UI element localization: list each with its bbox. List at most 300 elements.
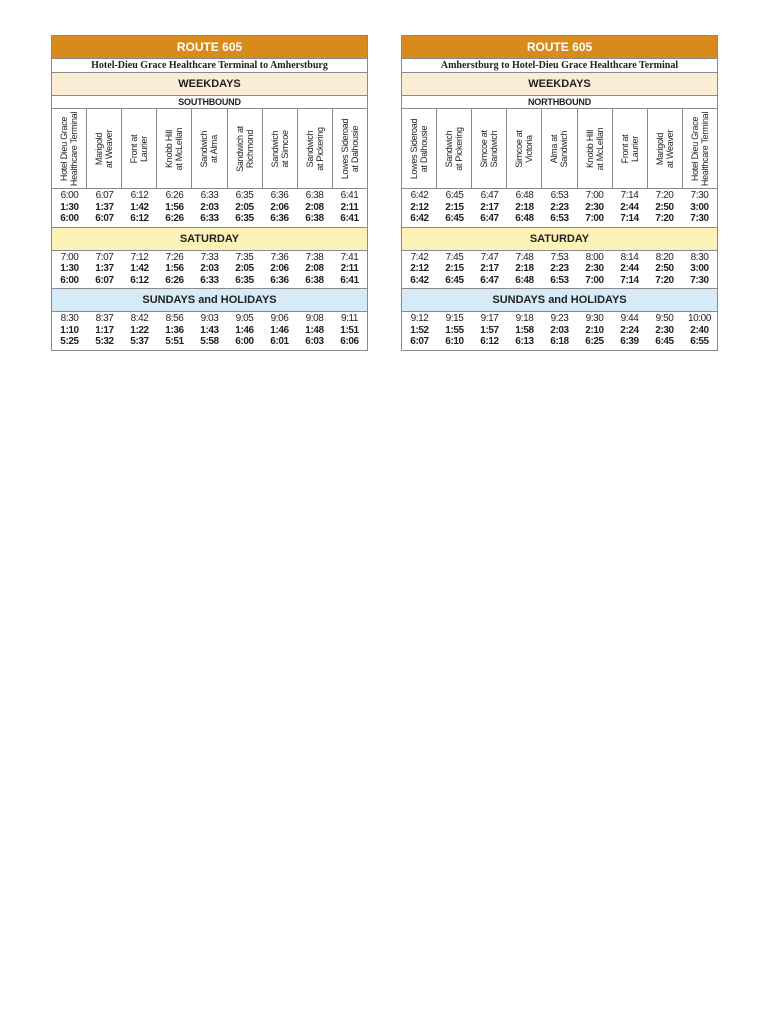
departure-time: 1:37 xyxy=(95,201,114,213)
stop-name-line: at Weaver xyxy=(664,129,675,168)
departure-time: 2:06 xyxy=(270,263,289,274)
time-column xyxy=(647,252,682,287)
departure-time: 6:45 xyxy=(655,336,674,347)
time-column xyxy=(402,190,437,225)
departure-time: 2:40 xyxy=(690,324,709,336)
departure-time: 7:42 xyxy=(410,251,429,263)
departure-time: 6:12 xyxy=(130,190,149,201)
departure-time: 2:08 xyxy=(305,201,324,213)
stop-name-line: Alma at xyxy=(549,134,560,163)
departure-time: 1:58 xyxy=(515,324,534,336)
departure-time: 9:05 xyxy=(235,313,254,324)
departure-time: 7:07 xyxy=(95,251,114,263)
departure-time: 6:48 xyxy=(515,190,534,201)
departure-time: 7:14 xyxy=(620,190,639,201)
departure-time: 6:00 xyxy=(235,336,254,347)
departure-time: 2:11 xyxy=(340,201,359,213)
stop-name xyxy=(690,111,710,186)
stop-name xyxy=(305,111,325,186)
stop-header-cell xyxy=(437,109,472,188)
time-column xyxy=(262,313,297,348)
departure-time: 6:38 xyxy=(305,190,324,201)
sundays-holidays-header: SUNDAYS and HOLIDAYS xyxy=(402,288,717,312)
departure-time: 7:47 xyxy=(480,251,499,263)
stop-name-line: Richmond xyxy=(244,129,255,168)
departure-time: 8:00 xyxy=(585,251,604,263)
stop-name xyxy=(94,111,114,186)
northbound-schedule-table xyxy=(401,35,718,351)
departure-time: 6:41 xyxy=(340,274,359,286)
departure-time: 8:30 xyxy=(690,251,709,263)
departure-time: 7:20 xyxy=(655,190,674,201)
departure-time: 2:50 xyxy=(655,201,674,213)
time-column xyxy=(297,313,332,348)
time-column xyxy=(227,190,262,225)
stop-name xyxy=(235,111,255,186)
route-title: ROUTE 605 xyxy=(402,36,717,59)
departure-time: 6:12 xyxy=(480,336,499,347)
stop-name-line: Front at xyxy=(619,134,630,163)
stop-header-cell xyxy=(507,109,542,188)
departure-time: 6:38 xyxy=(305,274,324,286)
weekdays-times xyxy=(402,189,717,227)
departure-time: 6:00 xyxy=(60,274,79,286)
departure-time: 7:30 xyxy=(690,213,709,224)
departure-time: 8:56 xyxy=(165,313,184,324)
departure-time: 2:15 xyxy=(445,201,464,213)
departure-time: 6:18 xyxy=(550,336,569,347)
departure-time: 2:17 xyxy=(480,201,499,213)
stop-name xyxy=(444,111,464,186)
time-column xyxy=(122,252,157,287)
departure-time: 6:45 xyxy=(445,213,464,224)
departure-time: 2:23 xyxy=(550,263,569,274)
departure-time: 6:26 xyxy=(165,274,184,286)
departure-time: 8:42 xyxy=(130,313,149,324)
departure-time: 6:07 xyxy=(95,213,114,224)
departure-time: 6:26 xyxy=(165,190,184,201)
departure-time: 5:25 xyxy=(60,336,79,347)
time-column xyxy=(192,252,227,287)
departure-time: 2:18 xyxy=(515,263,534,274)
departure-time: 1:42 xyxy=(130,263,149,274)
time-column xyxy=(227,313,262,348)
departure-time: 2:05 xyxy=(235,201,254,213)
departure-time: 6:53 xyxy=(550,274,569,286)
route-title: ROUTE 605 xyxy=(52,36,367,59)
stop-name-line: Victoria xyxy=(524,134,535,163)
stop-header-cell xyxy=(122,109,157,188)
departure-time: 2:12 xyxy=(410,263,429,274)
departure-time: 6:13 xyxy=(515,336,534,347)
time-column xyxy=(122,190,157,225)
departure-time: 1:22 xyxy=(130,324,149,336)
stop-header-cell xyxy=(263,109,298,188)
departure-time: 6:00 xyxy=(60,213,79,224)
weekdays-header: WEEKDAYS xyxy=(402,73,717,96)
departure-time: 6:03 xyxy=(305,336,324,347)
stop-name-line: at Simcoe xyxy=(279,129,290,168)
time-column xyxy=(52,252,87,287)
stop-name-line: at McLellan xyxy=(594,127,605,170)
time-column xyxy=(577,313,612,348)
time-column xyxy=(122,313,157,348)
time-column xyxy=(612,313,647,348)
time-column xyxy=(332,190,367,225)
departure-time: 6:41 xyxy=(340,213,359,224)
direction-label: SOUTHBOUND xyxy=(52,96,367,109)
departure-time: 6:41 xyxy=(340,190,359,201)
time-column xyxy=(472,190,507,225)
departure-time: 7:45 xyxy=(445,251,464,263)
stop-header-cell xyxy=(333,109,367,188)
stop-name-line: Hotel Dieu Grace xyxy=(59,116,70,181)
departure-time: 6:01 xyxy=(270,336,289,347)
stop-name-line: at Pickering xyxy=(454,126,465,171)
departure-time: 1:37 xyxy=(95,263,114,274)
departure-time: 3:00 xyxy=(690,263,709,274)
stop-name xyxy=(549,111,569,186)
stop-name-line: Sandwich at xyxy=(234,125,245,172)
departure-time: 2:12 xyxy=(410,201,429,213)
departure-time: 2:17 xyxy=(480,263,499,274)
stop-name-line: Simcoe at xyxy=(479,129,490,168)
time-column xyxy=(437,190,472,225)
southbound-schedule-table xyxy=(51,35,368,351)
departure-time: 9:23 xyxy=(550,313,569,324)
departure-time: 6:47 xyxy=(480,274,499,286)
departure-time: 7:14 xyxy=(620,213,639,224)
stop-name xyxy=(409,111,429,186)
time-column xyxy=(332,313,367,348)
departure-time: 2:24 xyxy=(620,324,639,336)
departure-time: 2:30 xyxy=(655,324,674,336)
departure-time: 9:03 xyxy=(200,313,219,324)
departure-time: 7:41 xyxy=(340,251,359,263)
time-column xyxy=(437,252,472,287)
departure-time: 1:52 xyxy=(410,324,429,336)
departure-time: 1:56 xyxy=(165,263,184,274)
stop-name xyxy=(270,111,290,186)
stop-name xyxy=(585,111,605,186)
stop-header-cell xyxy=(472,109,507,188)
time-column xyxy=(612,190,647,225)
departure-time: 7:48 xyxy=(515,251,534,263)
time-column xyxy=(542,313,577,348)
time-column xyxy=(297,252,332,287)
departure-time: 7:20 xyxy=(655,274,674,286)
departure-time: 1:56 xyxy=(165,201,184,213)
departure-time: 6:47 xyxy=(480,190,499,201)
time-column xyxy=(52,313,87,348)
stop-header-cell xyxy=(228,109,263,188)
stop-name xyxy=(514,111,534,186)
departure-time: 6:07 xyxy=(410,336,429,347)
time-column xyxy=(157,252,192,287)
departure-time: 1:46 xyxy=(270,324,289,336)
stop-name-line: Sandwich xyxy=(444,130,455,167)
departure-time: 7:30 xyxy=(690,190,709,201)
stop-name-line: Simcoe at xyxy=(514,129,525,168)
stop-name-line: Laurier xyxy=(139,135,150,162)
stop-name-line: Front at xyxy=(129,134,140,163)
stop-name-line: Lowes Sideroad xyxy=(339,118,350,179)
time-column xyxy=(542,252,577,287)
departure-time: 1:46 xyxy=(235,324,254,336)
stop-name-line: at Weaver xyxy=(104,129,115,168)
departure-time: 7:00 xyxy=(60,251,79,263)
stop-header-cell xyxy=(157,109,192,188)
stop-header-cell xyxy=(613,109,648,188)
stop-name-line: Knobb Hill xyxy=(164,129,175,168)
time-column xyxy=(297,190,332,225)
time-column xyxy=(577,252,612,287)
departure-time: 2:18 xyxy=(515,201,534,213)
departure-time: 8:37 xyxy=(95,313,114,324)
stops-header-row xyxy=(402,109,717,189)
departure-time: 2:44 xyxy=(620,263,639,274)
stop-header-cell xyxy=(87,109,122,188)
departure-time: 1:48 xyxy=(305,324,324,336)
departure-time: 7:00 xyxy=(585,213,604,224)
stop-header-cell xyxy=(298,109,333,188)
stop-name xyxy=(129,111,149,186)
direction-title: Amherstburg to Hotel-Dieu Grace Healthcare Terminal xyxy=(402,59,717,73)
stop-name-line: at Dalhousie xyxy=(419,125,430,172)
departure-time: 6:10 xyxy=(445,336,464,347)
departure-time: 6:33 xyxy=(200,190,219,201)
departure-time: 1:43 xyxy=(200,324,219,336)
departure-time: 9:50 xyxy=(655,313,674,324)
stop-name-line: Marigold xyxy=(654,132,665,165)
saturday-header: SATURDAY xyxy=(52,227,367,251)
departure-time: 6:47 xyxy=(480,213,499,224)
departure-time: 1:17 xyxy=(95,324,114,336)
departure-time: 9:44 xyxy=(620,313,639,324)
departure-time: 2:23 xyxy=(550,201,569,213)
departure-time: 2:50 xyxy=(655,263,674,274)
saturday-times xyxy=(52,251,367,289)
departure-time: 2:11 xyxy=(340,263,359,274)
time-column xyxy=(647,190,682,225)
time-column xyxy=(192,313,227,348)
departure-time: 6:36 xyxy=(270,190,289,201)
time-column xyxy=(87,313,122,348)
time-column xyxy=(402,313,437,348)
departure-time: 9:06 xyxy=(270,313,289,324)
departure-time: 6:45 xyxy=(445,274,464,286)
departure-time: 1:30 xyxy=(60,263,79,274)
departure-time: 6:45 xyxy=(445,190,464,201)
departure-time: 9:11 xyxy=(340,313,359,324)
stop-name xyxy=(59,111,79,186)
time-column xyxy=(262,190,297,225)
time-column xyxy=(647,313,682,348)
departure-time: 5:58 xyxy=(200,336,219,347)
departure-time: 6:48 xyxy=(515,274,534,286)
stop-name xyxy=(164,111,184,186)
departure-time: 1:30 xyxy=(60,201,79,213)
departure-time: 8:20 xyxy=(655,251,674,263)
departure-time: 9:17 xyxy=(480,313,499,324)
time-column xyxy=(612,252,647,287)
departure-time: 1:10 xyxy=(60,324,79,336)
saturday-times xyxy=(402,251,717,289)
time-column xyxy=(682,313,717,348)
departure-time: 7:26 xyxy=(165,251,184,263)
time-column xyxy=(682,252,717,287)
departure-time: 7:30 xyxy=(690,274,709,286)
departure-time: 6:39 xyxy=(620,336,639,347)
stop-name-line: Sandwich xyxy=(489,130,500,167)
stop-name-line: at Pickering xyxy=(314,126,325,171)
time-column xyxy=(227,252,262,287)
departure-time: 6:38 xyxy=(305,213,324,224)
stop-name-line: Knobb Hill xyxy=(584,129,595,168)
stop-name xyxy=(479,111,499,186)
stop-name-line: Laurier xyxy=(629,135,640,162)
departure-time: 2:03 xyxy=(550,324,569,336)
stop-header-cell xyxy=(192,109,227,188)
departure-time: 7:00 xyxy=(585,190,604,201)
stop-header-cell xyxy=(52,109,87,188)
departure-time: 2:30 xyxy=(585,263,604,274)
departure-time: 6:42 xyxy=(410,190,429,201)
departure-time: 9:08 xyxy=(305,313,324,324)
departure-time: 7:53 xyxy=(550,251,569,263)
weekdays-header: WEEKDAYS xyxy=(52,73,367,96)
time-column xyxy=(192,190,227,225)
time-column xyxy=(87,252,122,287)
time-column xyxy=(402,252,437,287)
time-column xyxy=(577,190,612,225)
departure-time: 6:12 xyxy=(130,274,149,286)
departure-time: 1:57 xyxy=(480,324,499,336)
departure-time: 6:00 xyxy=(60,190,79,201)
stop-name xyxy=(620,111,640,186)
direction-label: NORTHBOUND xyxy=(402,96,717,109)
stop-name-line: Sandwich xyxy=(269,130,280,167)
departure-time: 1:42 xyxy=(130,201,149,213)
departure-time: 6:35 xyxy=(235,274,254,286)
stop-header-cell xyxy=(542,109,577,188)
departure-time: 6:33 xyxy=(200,274,219,286)
departure-time: 6:35 xyxy=(235,190,254,201)
stop-name-line: Healthcare Terminal xyxy=(69,111,80,186)
stop-name xyxy=(340,111,360,186)
stop-name-line: at Alma xyxy=(209,134,220,163)
time-column xyxy=(157,190,192,225)
stop-name-line: Healthcare Terminal xyxy=(699,111,710,186)
departure-time: 9:18 xyxy=(515,313,534,324)
time-column xyxy=(157,313,192,348)
departure-time: 3:00 xyxy=(690,201,709,213)
departure-time: 6:53 xyxy=(550,213,569,224)
stop-name-line: Lowes Sideroad xyxy=(409,118,420,179)
stops-header-row xyxy=(52,109,367,189)
departure-time: 6:25 xyxy=(585,336,604,347)
departure-time: 6:42 xyxy=(410,213,429,224)
stop-name-line: Sandwich xyxy=(304,130,315,167)
stop-header-cell xyxy=(402,109,437,188)
departure-time: 2:30 xyxy=(585,201,604,213)
departure-time: 1:51 xyxy=(340,324,359,336)
departure-time: 2:10 xyxy=(585,324,604,336)
departure-time: 6:35 xyxy=(235,213,254,224)
departure-time: 2:05 xyxy=(235,263,254,274)
departure-time: 2:44 xyxy=(620,201,639,213)
stop-header-cell xyxy=(648,109,683,188)
time-column xyxy=(52,190,87,225)
time-column xyxy=(507,252,542,287)
stop-name-line: at Dalhousie xyxy=(349,125,360,172)
stop-header-cell xyxy=(683,109,717,188)
departure-time: 6:33 xyxy=(200,213,219,224)
departure-time: 5:32 xyxy=(95,336,114,347)
time-column xyxy=(472,313,507,348)
time-column xyxy=(472,252,507,287)
departure-time: 2:03 xyxy=(200,201,219,213)
time-column xyxy=(87,190,122,225)
departure-time: 1:36 xyxy=(165,324,184,336)
saturday-header: SATURDAY xyxy=(402,227,717,251)
departure-time: 7:38 xyxy=(305,251,324,263)
departure-time: 9:12 xyxy=(410,313,429,324)
departure-time: 2:03 xyxy=(200,263,219,274)
stop-name-line: at McLellan xyxy=(174,127,185,170)
departure-time: 7:00 xyxy=(585,274,604,286)
time-column xyxy=(507,313,542,348)
sundays-holidays-header: SUNDAYS and HOLIDAYS xyxy=(52,288,367,312)
departure-time: 5:51 xyxy=(165,336,184,347)
departure-time: 6:55 xyxy=(690,336,709,347)
time-column xyxy=(542,190,577,225)
time-column xyxy=(682,190,717,225)
departure-time: 7:36 xyxy=(270,251,289,263)
departure-time: 6:07 xyxy=(95,190,114,201)
weekdays-times xyxy=(52,189,367,227)
direction-title: Hotel-Dieu Grace Healthcare Terminal to Amherstburg xyxy=(52,59,367,73)
departure-time: 6:07 xyxy=(95,274,114,286)
departure-time: 2:06 xyxy=(270,201,289,213)
departure-time: 6:42 xyxy=(410,274,429,286)
stop-name xyxy=(199,111,219,186)
departure-time: 6:26 xyxy=(165,213,184,224)
departure-time: 10:00 xyxy=(687,313,712,324)
stop-header-cell xyxy=(578,109,613,188)
stop-name-line: Sandwich xyxy=(559,130,570,167)
time-column xyxy=(437,313,472,348)
departure-time: 6:36 xyxy=(270,274,289,286)
time-column xyxy=(507,190,542,225)
sundays-holidays-times xyxy=(52,312,367,350)
stop-name xyxy=(655,111,675,186)
departure-time: 7:14 xyxy=(620,274,639,286)
departure-time: 7:20 xyxy=(655,213,674,224)
departure-time: 9:30 xyxy=(585,313,604,324)
time-column xyxy=(262,252,297,287)
departure-time: 9:15 xyxy=(445,313,464,324)
departure-time: 7:12 xyxy=(130,251,149,263)
departure-time: 7:35 xyxy=(235,251,254,263)
departure-time: 2:08 xyxy=(305,263,324,274)
stop-name-line: Hotel Dieu Grace xyxy=(689,116,700,181)
departure-time: 6:36 xyxy=(270,213,289,224)
departure-time: 6:53 xyxy=(550,190,569,201)
departure-time: 5:37 xyxy=(130,336,149,347)
departure-time: 6:06 xyxy=(340,336,359,347)
sundays-holidays-times xyxy=(402,312,717,350)
